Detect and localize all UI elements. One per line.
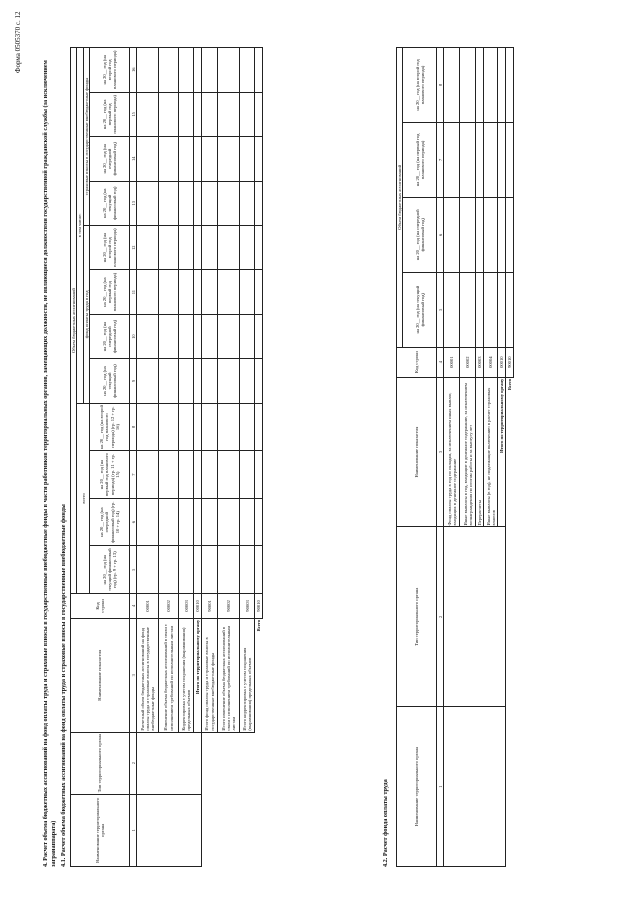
data-cell[interactable] <box>484 197 498 272</box>
data-cell[interactable] <box>159 225 179 269</box>
row-code: 90003 <box>240 594 255 619</box>
cell-empty[interactable] <box>444 527 506 707</box>
col-num: 5 <box>130 546 137 594</box>
subsection-4-1-title: 4.1. Расчет объема бюджетных ассигнований на фонд оплаты труда и страховые взносы в государственные внебюджетные фонды <box>60 504 67 867</box>
data-cell[interactable] <box>194 137 202 181</box>
data-cell[interactable] <box>194 181 202 225</box>
data-cell[interactable] <box>194 359 202 403</box>
row-code: 00001 <box>444 347 460 377</box>
data-cell[interactable] <box>137 225 159 269</box>
data-cell[interactable] <box>444 48 460 123</box>
row-code: 00002 <box>460 347 476 377</box>
data-cell[interactable] <box>202 181 218 225</box>
data-cell[interactable] <box>202 403 218 451</box>
col-num: 12 <box>130 225 137 269</box>
head-ins-p4: на 20__ год (на второй год планового периода) <box>90 48 130 93</box>
head-indicator: Наименование показателя <box>71 618 130 732</box>
col-num: 8 <box>130 403 137 451</box>
head-type: Тип территориального органа <box>397 527 437 707</box>
row-code: 90001 <box>202 594 218 619</box>
data-cell[interactable] <box>506 48 514 123</box>
row-code: 00010 <box>498 347 506 377</box>
data-cell[interactable] <box>194 92 202 136</box>
table-4-1 <box>70 47 263 867</box>
data-cell[interactable] <box>240 270 255 314</box>
data-cell[interactable] <box>202 270 218 314</box>
row-label: Иные выплаты (в год), не подлежащие включению в расчет страховых взносов <box>484 377 498 527</box>
data-cell[interactable] <box>159 498 179 546</box>
row-code: 90010 <box>255 594 263 619</box>
data-cell[interactable] <box>255 359 263 403</box>
head-volume: Объем бюджетных ассигнований <box>397 48 403 348</box>
head-type: Тип территориального органа <box>71 732 130 794</box>
data-cell[interactable] <box>506 197 514 272</box>
row-code: 90002 <box>218 594 240 619</box>
data-cell[interactable] <box>218 181 240 225</box>
data-cell[interactable] <box>218 314 240 358</box>
data-cell[interactable] <box>498 122 506 197</box>
col-num: 9 <box>130 359 137 403</box>
head-p2a: на 20__ год (на очередной финансовый год) (гр. 10 + гр. 14) <box>90 498 130 546</box>
row-label: Иные выплаты в год, входящие в денежное содержание, за исключением вознаграждения по итогам работы и за выслугу лет <box>460 377 476 527</box>
data-cell[interactable] <box>255 403 263 451</box>
data-cell[interactable] <box>484 122 498 197</box>
row-label: Итого изменение объема бюджетных ассигнований в связи с исполнением требований по исполнительным листам <box>218 618 240 732</box>
data-cell[interactable] <box>255 92 263 136</box>
table-4-2 <box>396 47 514 867</box>
head-volume: Объем бюджетных ассигнований <box>71 48 77 594</box>
head-ins-p1: на 20__ год (на текущий финансовый год) <box>90 181 130 225</box>
head-p1: на 20__ год (на текущий финансовый год) <box>403 272 437 347</box>
row-label-total: Итого по территориальному органу <box>194 618 202 732</box>
data-cell[interactable] <box>179 546 194 594</box>
head-incl: в том числе: <box>77 48 83 404</box>
head-ins-p3: на 20__ год (на первый год планового периода) <box>90 92 130 136</box>
data-cell[interactable] <box>218 48 240 93</box>
data-cell[interactable] <box>498 272 506 347</box>
data-cell[interactable] <box>444 272 460 347</box>
data-cell[interactable] <box>460 48 476 123</box>
data-cell[interactable] <box>218 546 240 594</box>
data-cell[interactable] <box>240 92 255 136</box>
data-cell[interactable] <box>137 359 159 403</box>
col-num: 4 <box>437 347 444 377</box>
head-fot-p1: на 20__ год (на текущий финансовый год) <box>90 359 130 403</box>
data-cell[interactable] <box>159 270 179 314</box>
data-cell[interactable] <box>240 48 255 93</box>
data-cell[interactable] <box>484 48 498 123</box>
data-cell[interactable] <box>179 48 194 93</box>
head-ins: страховые взносы в государственные внебюджетные фонды <box>83 48 89 226</box>
data-cell[interactable] <box>240 498 255 546</box>
col-num: 3 <box>437 377 444 527</box>
data-cell[interactable] <box>240 137 255 181</box>
data-cell[interactable] <box>159 403 179 451</box>
row-label: Итого корректировка с учетом сохранения (выравнивания) предельных объемов <box>240 618 255 732</box>
data-cell[interactable] <box>240 451 255 499</box>
data-cell[interactable] <box>137 92 159 136</box>
head-ins-p2: на 20__ год (на очередной финансовый год) <box>90 137 130 181</box>
col-num: 8 <box>437 48 444 123</box>
head-p3a: на 20__ год (на первый год планового периода) (гр. 11 + гр. 15) <box>90 451 130 499</box>
data-cell[interactable] <box>460 122 476 197</box>
data-cell[interactable] <box>194 546 202 594</box>
data-cell[interactable] <box>240 359 255 403</box>
form-code: Форма 0505370 с. 12 <box>14 11 22 73</box>
data-cell[interactable] <box>240 225 255 269</box>
head-name: Наименование территориального органа <box>71 794 130 866</box>
row-code: 00003 <box>179 594 194 619</box>
head-code: Код строки <box>71 594 130 619</box>
data-cell[interactable] <box>218 225 240 269</box>
data-cell[interactable] <box>179 181 194 225</box>
col-num: 13 <box>130 181 137 225</box>
data-cell[interactable] <box>179 451 194 499</box>
data-cell[interactable] <box>137 314 159 358</box>
row-label: Фонд оплаты труда в год по окладам, за исключением иных выплат, входящих в денежное содержание <box>444 377 460 527</box>
data-cell[interactable] <box>194 403 202 451</box>
row-label: Перерасчеты <box>476 377 484 527</box>
data-cell[interactable] <box>444 122 460 197</box>
data-cell[interactable] <box>506 122 514 197</box>
data-cell[interactable] <box>202 451 218 499</box>
head-p3: на 20__ год (на первый год планового периода) <box>403 122 437 197</box>
data-cell[interactable] <box>137 451 159 499</box>
data-cell[interactable] <box>202 92 218 136</box>
data-cell[interactable] <box>255 225 263 269</box>
data-cell[interactable] <box>159 48 179 93</box>
col-num: 1 <box>130 794 137 866</box>
head-fot-p3: на 20__ год (на первый год планового периода) <box>90 270 130 314</box>
data-cell[interactable] <box>460 272 476 347</box>
head-p4a: на 20__ год (на второй год планового периода) (гр. 12 + гр. 16) <box>90 403 130 451</box>
data-cell[interactable] <box>476 197 484 272</box>
head-p4: на 20__ год (на второй год планового периода) <box>403 48 437 123</box>
col-num: 6 <box>437 197 444 272</box>
data-cell[interactable] <box>179 92 194 136</box>
data-cell[interactable] <box>255 498 263 546</box>
row-label: Итого фонд оплаты труда и страховые взносы в государственные внебюджетные фонды <box>202 618 218 732</box>
col-num: 2 <box>437 527 444 707</box>
data-cell[interactable] <box>202 546 218 594</box>
data-cell[interactable] <box>194 451 202 499</box>
col-num: 6 <box>130 498 137 546</box>
row-label: Изменение объема бюджетных ассигнований в связи с исполнением требований по исполнительным листам <box>159 618 179 732</box>
data-cell[interactable] <box>202 498 218 546</box>
data-cell[interactable] <box>498 197 506 272</box>
data-cell[interactable] <box>476 272 484 347</box>
row-code: 90010 <box>506 347 514 377</box>
data-cell[interactable] <box>476 48 484 123</box>
col-num: 15 <box>130 92 137 136</box>
data-cell[interactable] <box>218 92 240 136</box>
row-code: 00003 <box>476 347 484 377</box>
data-cell[interactable] <box>179 225 194 269</box>
data-cell[interactable] <box>218 359 240 403</box>
data-cell[interactable] <box>179 359 194 403</box>
col-num: 10 <box>130 314 137 358</box>
data-cell[interactable] <box>179 137 194 181</box>
data-cell[interactable] <box>240 181 255 225</box>
row-code: 00002 <box>159 594 179 619</box>
head-fot: фонд оплаты труда в год <box>83 225 89 403</box>
data-cell[interactable] <box>137 137 159 181</box>
data-cell[interactable] <box>218 137 240 181</box>
cell-empty[interactable] <box>137 732 202 794</box>
col-num: 1 <box>437 707 444 867</box>
head-fot-p4: на 20__ год (на второй год планового периода) <box>90 225 130 269</box>
row-label: Корректировка с учетом сохранения (выравнивания) предельных объемов <box>179 618 194 732</box>
data-cell[interactable] <box>218 270 240 314</box>
data-cell[interactable] <box>194 270 202 314</box>
col-num: 11 <box>130 270 137 314</box>
data-cell[interactable] <box>137 498 159 546</box>
data-cell[interactable] <box>159 546 179 594</box>
data-cell[interactable] <box>194 225 202 269</box>
cell-blank <box>202 732 255 866</box>
data-cell[interactable] <box>159 451 179 499</box>
data-cell[interactable] <box>240 403 255 451</box>
data-cell[interactable] <box>179 314 194 358</box>
col-num: 5 <box>437 272 444 347</box>
grand-total-label: Всего <box>256 619 262 632</box>
data-cell[interactable] <box>137 270 159 314</box>
data-cell[interactable] <box>255 181 263 225</box>
row-code: 00004 <box>484 347 498 377</box>
grand-total-label: Всего <box>507 378 513 391</box>
cell-empty[interactable] <box>444 707 506 867</box>
subsection-4-2-title: 4.2. Расчет фонда оплаты труда <box>382 779 389 867</box>
data-cell[interactable] <box>179 403 194 451</box>
data-cell[interactable] <box>159 359 179 403</box>
data-cell[interactable] <box>255 314 263 358</box>
data-cell[interactable] <box>255 270 263 314</box>
section-title: 4. Расчет объема бюджетных ассигнований на фонд оплаты труда и страховые взносы в государственные внебюджетные фонды в части работников территориальных органов, замещающих должности, не являющиеся должностями государственной гражданской службы (за исключением загранаппарата) <box>42 60 57 867</box>
col-num: 7 <box>437 122 444 197</box>
row-label: Расчетный объем бюджетных ассигнований на фонд оплаты труда и страховые взносы в государственные внебюджетные фонды <box>137 618 159 732</box>
data-cell[interactable] <box>137 181 159 225</box>
data-cell[interactable] <box>179 270 194 314</box>
data-cell[interactable] <box>137 48 159 93</box>
col-num: 2 <box>130 732 137 794</box>
col-num: 4 <box>130 594 137 619</box>
row-label-total: Итого по территориальному органу <box>498 377 506 527</box>
data-cell[interactable] <box>202 314 218 358</box>
data-cell[interactable] <box>218 403 240 451</box>
data-cell[interactable] <box>498 48 506 123</box>
data-cell[interactable] <box>159 314 179 358</box>
data-cell[interactable] <box>218 451 240 499</box>
head-p1a: на 20__ год (на текущий финансовый год) (гр. 9 + гр. 13) <box>90 546 130 594</box>
col-num: 14 <box>130 137 137 181</box>
col-num: 3 <box>130 618 137 732</box>
cell-empty[interactable] <box>137 794 202 866</box>
data-cell[interactable] <box>444 197 460 272</box>
data-cell[interactable] <box>255 546 263 594</box>
data-cell[interactable] <box>240 314 255 358</box>
data-cell[interactable] <box>202 48 218 93</box>
row-code: 00010 <box>194 594 202 619</box>
head-total: всего <box>77 403 90 593</box>
head-p2: на 20__ год (на очередной финансовый год) <box>403 197 437 272</box>
data-cell[interactable] <box>159 181 179 225</box>
data-cell[interactable] <box>194 498 202 546</box>
col-num: 7 <box>130 451 137 499</box>
data-cell[interactable] <box>194 48 202 93</box>
head-name: Наименование территориального органа <box>397 707 437 867</box>
data-cell[interactable] <box>240 546 255 594</box>
head-indicator: Наименование показателя <box>397 377 437 527</box>
data-cell[interactable] <box>484 272 498 347</box>
head-fot-p2: на 20__ год (на очередной финансовый год) <box>90 314 130 358</box>
data-cell[interactable] <box>255 137 263 181</box>
data-cell[interactable] <box>159 92 179 136</box>
data-cell[interactable] <box>255 451 263 499</box>
head-code: Код строки <box>397 347 437 377</box>
data-cell[interactable] <box>506 272 514 347</box>
data-cell[interactable] <box>476 122 484 197</box>
data-cell[interactable] <box>202 137 218 181</box>
data-cell[interactable] <box>137 403 159 451</box>
data-cell[interactable] <box>194 314 202 358</box>
data-cell[interactable] <box>255 48 263 93</box>
data-cell[interactable] <box>159 137 179 181</box>
data-cell[interactable] <box>218 498 240 546</box>
data-cell[interactable] <box>460 197 476 272</box>
col-num: 16 <box>130 48 137 93</box>
data-cell[interactable] <box>202 359 218 403</box>
row-code: 00001 <box>137 594 159 619</box>
data-cell[interactable] <box>202 225 218 269</box>
data-cell[interactable] <box>137 546 159 594</box>
data-cell[interactable] <box>179 498 194 546</box>
